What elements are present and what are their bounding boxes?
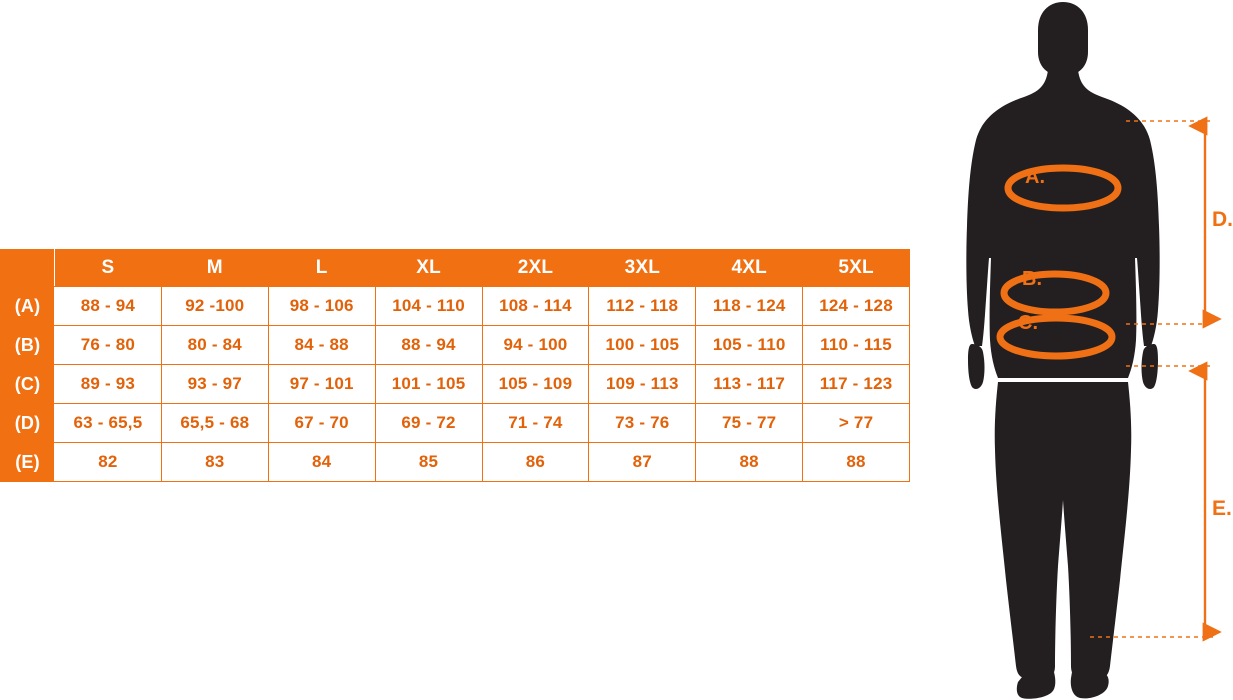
table-header-size-5xl: 5XL <box>803 250 910 287</box>
table-body <box>1 287 910 482</box>
row-label-d: (D) <box>1 404 55 443</box>
cell-c-l: 97 - 101 <box>268 365 375 404</box>
cell-b-4xl: 105 - 110 <box>696 326 803 365</box>
table-row <box>1 443 910 482</box>
cell-c-3xl: 109 - 113 <box>589 365 696 404</box>
cell-a-m: 92 -100 <box>161 287 268 326</box>
cell-e-3xl: 87 <box>589 443 696 482</box>
table-row <box>1 365 910 404</box>
silhouette-shape <box>966 2 1159 699</box>
table-row <box>1 287 910 326</box>
row-label-e: (E) <box>1 443 55 482</box>
label-d: D. <box>1212 208 1233 231</box>
cell-d-5xl: > 77 <box>803 404 910 443</box>
label-c: C. <box>1018 312 1038 334</box>
table-header-row <box>1 250 910 287</box>
cell-b-l: 84 - 88 <box>268 326 375 365</box>
cell-c-5xl: 117 - 123 <box>803 365 910 404</box>
table-header-size-4xl: 4XL <box>696 250 803 287</box>
size-chart-table <box>0 249 910 482</box>
cell-a-5xl: 124 - 128 <box>803 287 910 326</box>
cell-a-l: 98 - 106 <box>268 287 375 326</box>
row-label-c: (C) <box>1 365 55 404</box>
cell-e-m: 83 <box>161 443 268 482</box>
table-header-size-3xl: 3XL <box>589 250 696 287</box>
cell-b-xl: 88 - 94 <box>375 326 482 365</box>
table-header <box>1 250 910 287</box>
cell-c-2xl: 105 - 109 <box>482 365 589 404</box>
cell-b-s: 76 - 80 <box>55 326 162 365</box>
cell-d-3xl: 73 - 76 <box>589 404 696 443</box>
table-header-corner <box>1 250 55 287</box>
measurement-figure <box>930 0 1233 700</box>
table-header-size-xl: XL <box>375 250 482 287</box>
cell-a-2xl: 108 - 114 <box>482 287 589 326</box>
cell-c-4xl: 113 - 117 <box>696 365 803 404</box>
cell-d-l: 67 - 70 <box>268 404 375 443</box>
cell-d-m: 65,5 - 68 <box>161 404 268 443</box>
cell-c-m: 93 - 97 <box>161 365 268 404</box>
label-a: A. <box>1025 166 1045 188</box>
cell-d-2xl: 71 - 74 <box>482 404 589 443</box>
row-label-b: (B) <box>1 326 55 365</box>
cell-b-3xl: 100 - 105 <box>589 326 696 365</box>
cell-c-s: 89 - 93 <box>55 365 162 404</box>
size-chart-table-container <box>0 249 910 482</box>
cell-c-xl: 101 - 105 <box>375 365 482 404</box>
table-row <box>1 326 910 365</box>
cell-e-xl: 85 <box>375 443 482 482</box>
cell-e-s: 82 <box>55 443 162 482</box>
row-label-a: (A) <box>1 287 55 326</box>
table-header-size-2xl: 2XL <box>482 250 589 287</box>
cell-e-l: 84 <box>268 443 375 482</box>
label-e: E. <box>1212 497 1232 520</box>
cell-a-s: 88 - 94 <box>55 287 162 326</box>
cell-d-xl: 69 - 72 <box>375 404 482 443</box>
cell-e-5xl: 88 <box>803 443 910 482</box>
cell-d-s: 63 - 65,5 <box>55 404 162 443</box>
cell-b-m: 80 - 84 <box>161 326 268 365</box>
cell-a-4xl: 118 - 124 <box>696 287 803 326</box>
table-header-size-m: M <box>161 250 268 287</box>
table-row <box>1 404 910 443</box>
cell-a-xl: 104 - 110 <box>375 287 482 326</box>
cell-d-4xl: 75 - 77 <box>696 404 803 443</box>
cell-e-4xl: 88 <box>696 443 803 482</box>
cell-b-5xl: 110 - 115 <box>803 326 910 365</box>
body-silhouette-svg <box>930 0 1233 700</box>
cell-a-3xl: 112 - 118 <box>589 287 696 326</box>
cell-b-2xl: 94 - 100 <box>482 326 589 365</box>
table-header-size-s: S <box>55 250 162 287</box>
label-b: B. <box>1022 268 1042 290</box>
table-header-size-l: L <box>268 250 375 287</box>
cell-e-2xl: 86 <box>482 443 589 482</box>
